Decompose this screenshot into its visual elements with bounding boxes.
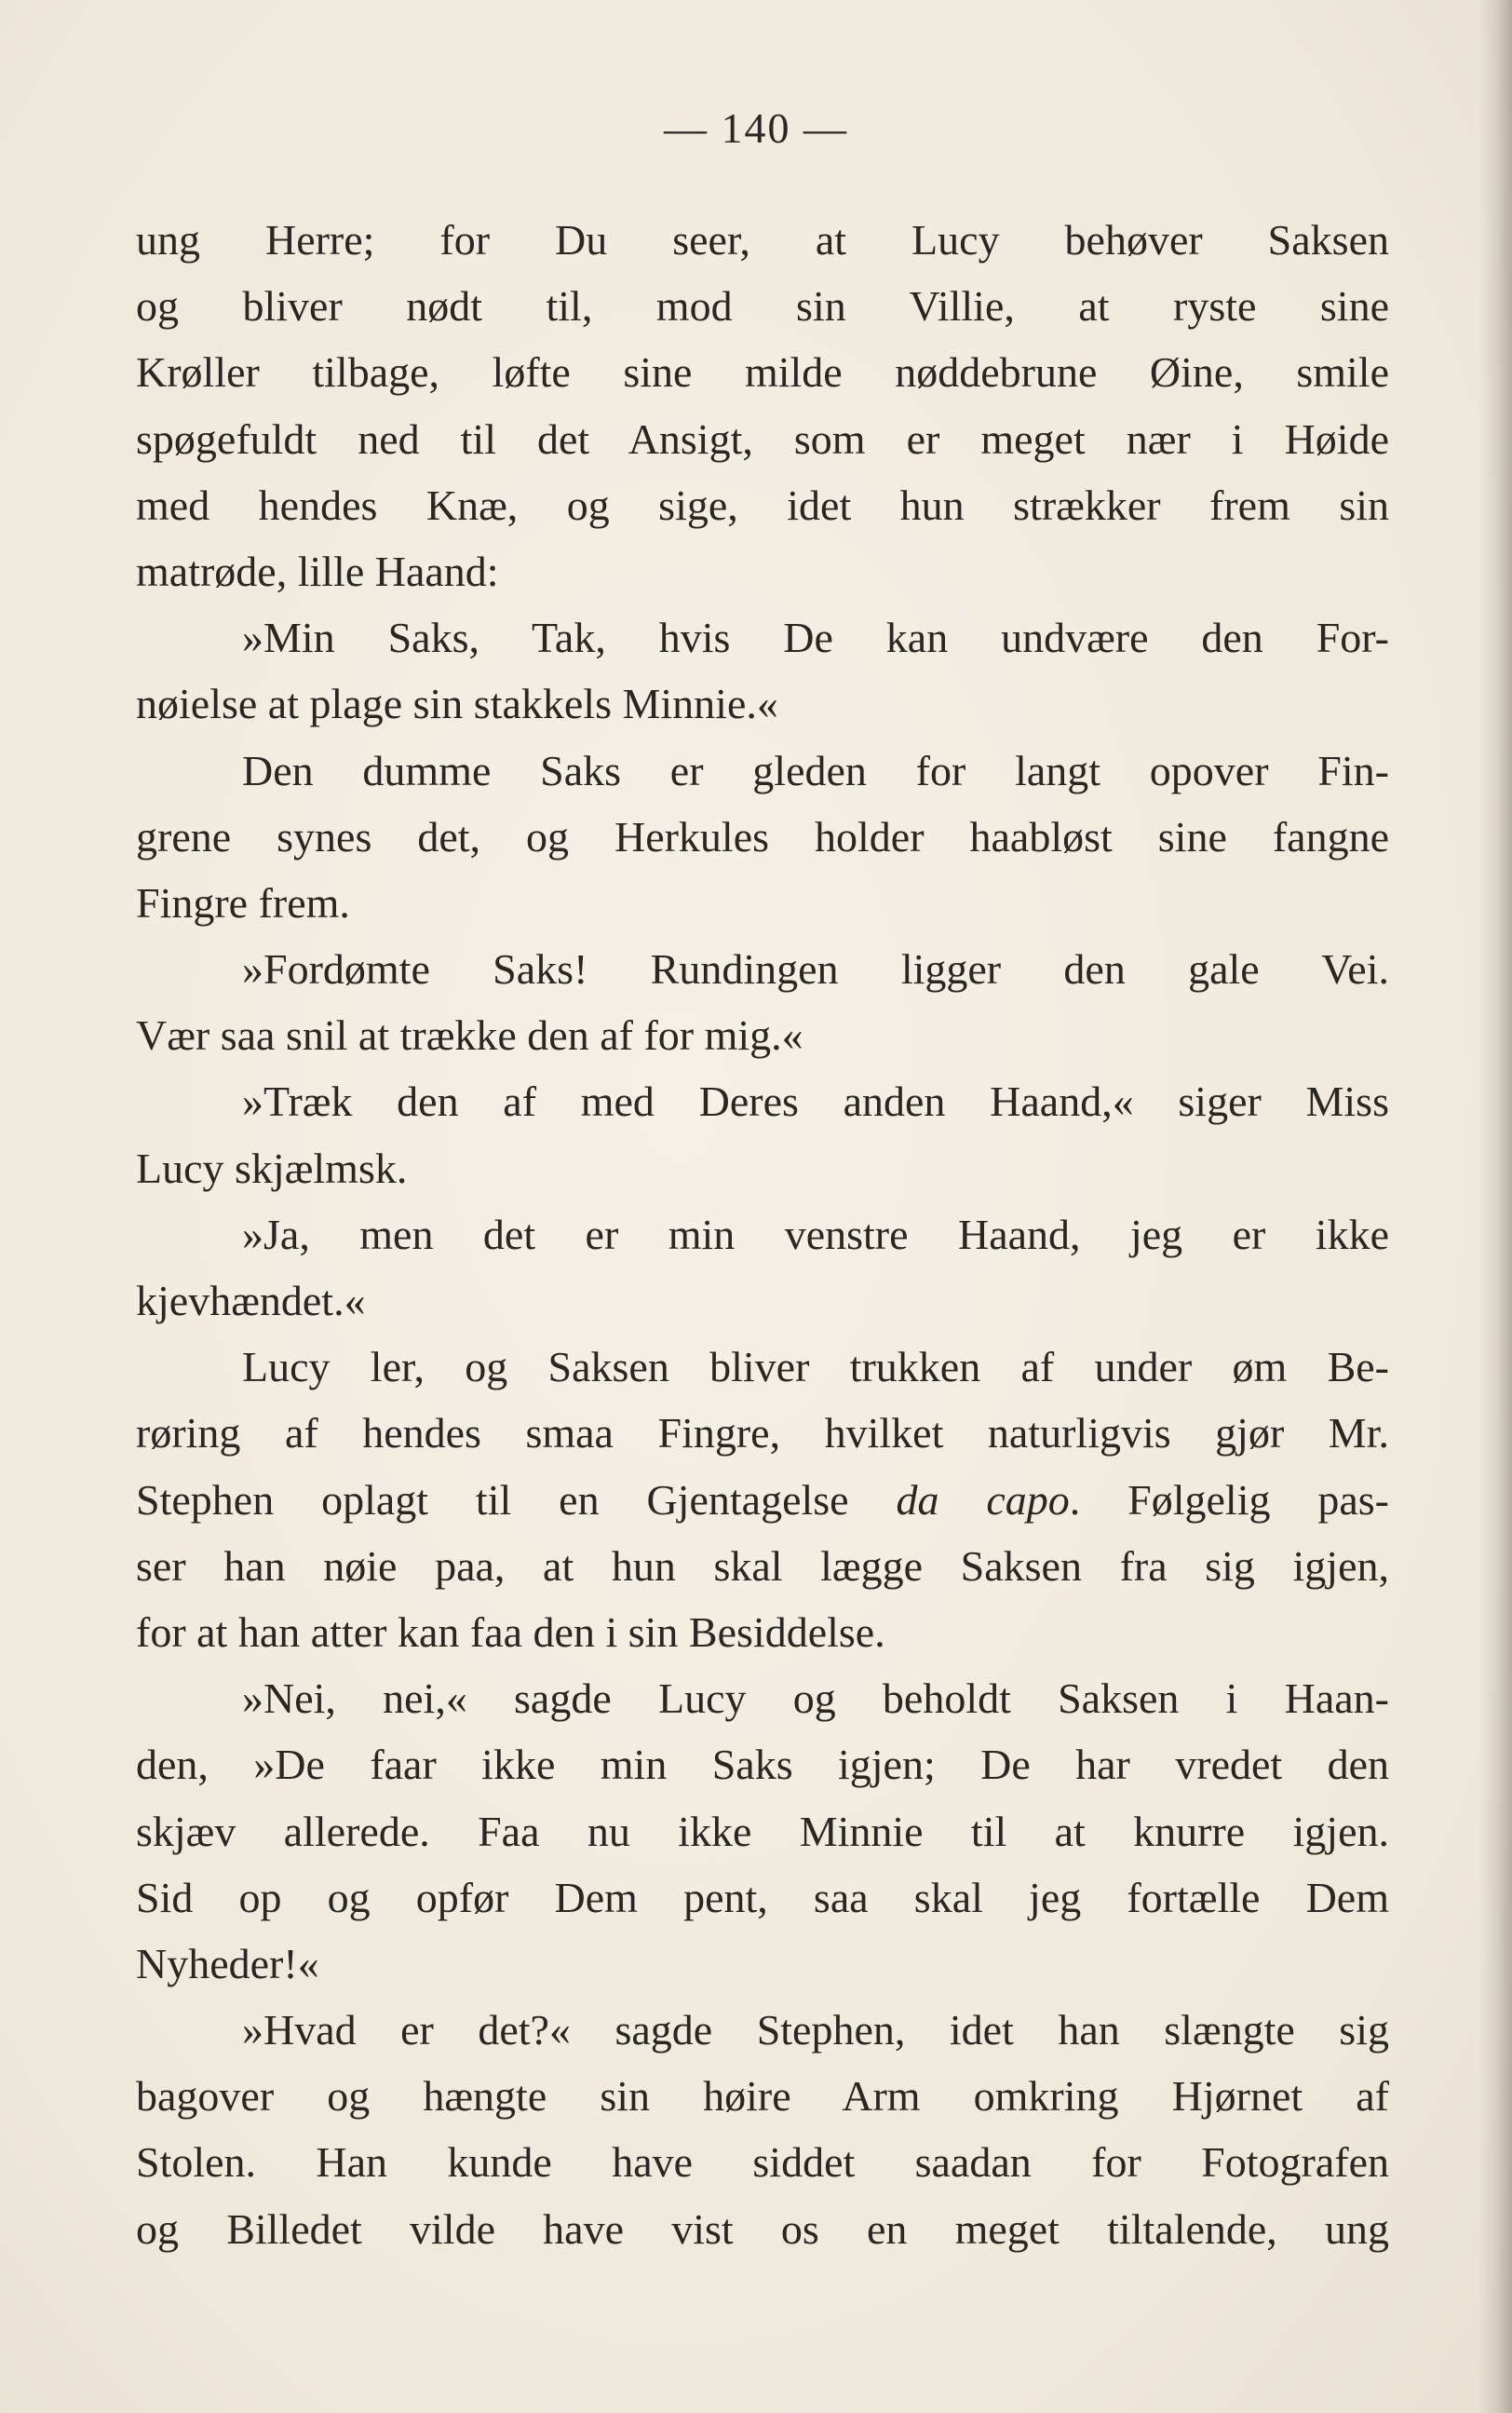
text-line: »Hvad er det?« sagde Stephen, idet han slængte sig xyxy=(242,2006,1389,2054)
text-line: »Nei, nei,« sagde Lucy og beholdt Saksen i Haan- xyxy=(242,1674,1389,1723)
page-edge-shadow xyxy=(1478,0,1512,2413)
text-line: Den dumme Saks er gleden for langt opover Fin- xyxy=(242,746,1389,794)
text-line: røring af hendes smaa Fingre, hvilket naturligvis gjør Mr. xyxy=(136,1409,1389,1457)
text-line: »Fordømte Saks! Rundingen ligger den gale Vei. xyxy=(242,945,1389,994)
text-line: Lucy ler, og Saksen bliver trukken af under øm Be- xyxy=(242,1343,1389,1391)
text-line: Stephen oplagt til en Gjentagelse da capo. Følgelig pas- xyxy=(136,1475,1389,1524)
text-line: Nyheder!« xyxy=(136,1939,319,1987)
page-number: — 140 — xyxy=(664,104,848,152)
body-text xyxy=(136,207,1389,2262)
text-line: Stolen. Han kunde have siddet saadan for Fotografen xyxy=(136,2138,1389,2187)
text-line: »Træk den af med Deres anden Haand,« siger Miss xyxy=(242,1078,1389,1126)
text-line: og Billedet vilde have vist os en meget tiltalende, ung xyxy=(136,2204,1389,2253)
text-line: matrøde, lille Haand: xyxy=(136,547,499,595)
text-line: Sid op og opfør Dem pent, saa skal jeg fortælle Dem xyxy=(136,1873,1389,1921)
text-line: »Min Saks, Tak, hvis De kan undvære den For- xyxy=(242,614,1389,662)
text-line: »Ja, men det er min venstre Haand, jeg er ikke xyxy=(242,1210,1389,1258)
text-line: ung Herre; for Du seer, at Lucy behøver Saksen xyxy=(136,216,1389,264)
text-line: nøielse at plage sin stakkels Minnie.« xyxy=(136,680,778,728)
text-line: for at han atter kan faa den i sin Besiddelse. xyxy=(136,1607,885,1656)
text-line: med hendes Knæ, og sige, idet hun strækker frem sin xyxy=(136,481,1389,529)
text-line: Lucy skjælmsk. xyxy=(136,1144,408,1192)
text-line: skjæv allerede. Faa nu ikke Minnie til at knurre igjen. xyxy=(136,1807,1389,1855)
text-line: bagover og hængte sin høire Arm omkring Hjørnet af xyxy=(136,2072,1389,2121)
text-line: spøgefuldt ned til det Ansigt, som er meget nær i Høide xyxy=(136,414,1389,463)
text-line: Krøller tilbage, løfte sine milde nøddebrune Øine, smile xyxy=(136,348,1389,397)
text-line: grene synes det, og Herkules holder haabløst sine fangne xyxy=(136,812,1389,861)
text-line: ser han nøie paa, at hun skal lægge Saksen fra sig igjen, xyxy=(136,1541,1389,1590)
text-line: Fingre frem. xyxy=(136,878,350,927)
text-line: og bliver nødt til, mod sin Villie, at ryste sine xyxy=(136,282,1389,331)
italic-phrase: da capo xyxy=(896,1475,1070,1524)
text-line: kjevhændet.« xyxy=(136,1277,366,1324)
text-line: den, »De faar ikke min Saks igjen; De har vredet den xyxy=(136,1741,1389,1789)
text-line: Vær saa snil at trække den af for mig.« xyxy=(136,1011,803,1060)
